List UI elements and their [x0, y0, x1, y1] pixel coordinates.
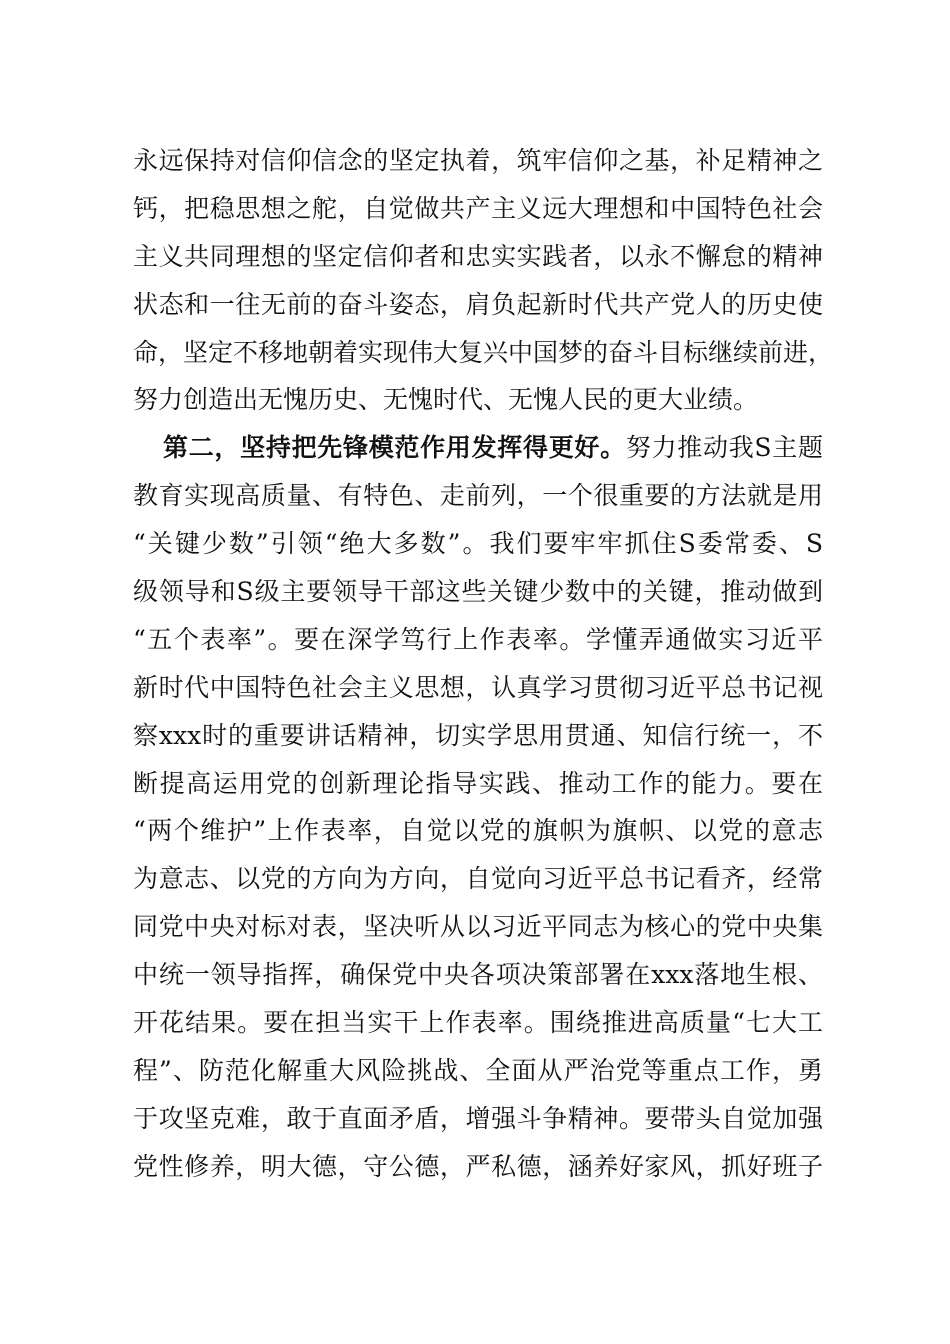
- text-line: 断提高运用党的创新理论指导实践、推动工作的能力。要在: [133, 768, 823, 798]
- text-line: 程”、防范化解重大风险挑战、全面从严治党等重点工作，勇: [133, 1055, 823, 1085]
- paragraph-2: [133, 424, 823, 1190]
- text-line: 中统一领导指挥，确保党中央各项决策部署在xxx落地生根、: [133, 960, 823, 990]
- text-line: 努力创造出无愧历史、无愧时代、无愧人民的更大业绩。: [133, 385, 759, 415]
- paragraph-2-first-line: [133, 424, 823, 472]
- text-line: 钙，把稳思想之舵，自觉做共产主义远大理想和中国特色社会: [133, 193, 823, 223]
- text-line: “两个维护”上作表率，自觉以党的旗帜为旗帜、以党的意志: [133, 816, 823, 846]
- text-line: 察xxx时的重要讲话精神，切实学思用贯通、知信行统一，不: [133, 720, 823, 750]
- paragraph-2-lead-heading: 第二，坚持把先锋模范作用发挥得更好。: [163, 433, 626, 463]
- text-line: 同党中央对标对表，坚决听从以习近平同志为核心的党中央集: [133, 912, 823, 942]
- text-line: 教育实现高质量、有特色、走前列，一个很重要的方法就是用: [133, 481, 823, 511]
- text-line: 新时代中国特色社会主义思想，认真学习贯彻习近平总书记视: [133, 672, 823, 702]
- text-line: 于攻坚克难，敢于直面矛盾，增强斗争精神。要带头自觉加强: [133, 1103, 823, 1133]
- text-line: 级领导和S级主要领导干部这些关键少数中的关键，推动做到: [133, 577, 823, 607]
- paragraph-1: [133, 137, 834, 424]
- text-line: 为意志、以党的方向为方向，自觉向习近平总书记看齐，经常: [133, 864, 823, 894]
- paragraph-2-first-line-rest: 努力推动我S主题: [625, 433, 823, 463]
- text-line: 状态和一往无前的奋斗姿态，肩负起新时代共产党人的历史使: [133, 289, 823, 319]
- text-line: 命，坚定不移地朝着实现伟大复兴中国梦的奋斗目标继续前进，: [133, 337, 834, 367]
- text-line: 开花结果。要在担当实干上作表率。围绕推进高质量“七大工: [133, 1008, 823, 1038]
- text-line: 党性修养，明大德，守公德，严私德，涵养好家风，抓好班子: [133, 1151, 823, 1181]
- text-line: “五个表率”。要在深学笃行上作表率。学懂弄通做实习近平: [133, 624, 823, 654]
- text-line: 永远保持对信仰信念的坚定执着，筑牢信仰之基，补足精神之: [133, 146, 823, 175]
- text-line: 主义共同理想的坚定信仰者和忠实实践者，以永不懈怠的精神: [133, 241, 823, 271]
- body-text: [133, 137, 834, 1191]
- text-line: “关键少数”引领“绝大多数”。我们要牢牢抓住S委常委、S: [133, 529, 823, 559]
